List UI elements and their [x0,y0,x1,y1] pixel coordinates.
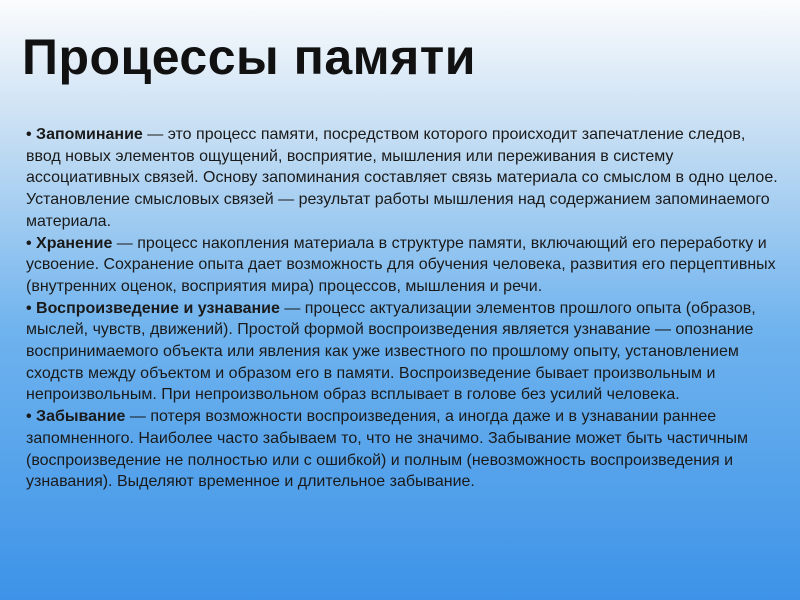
list-item-reproduction [26,298,778,407]
item-term: Запоминание [36,126,143,143]
list-item-memorizing [26,124,778,233]
item-term: Воспроизведение и узнавание [36,299,280,317]
bullet-icon: • [26,408,37,426]
item-term: Забывание [36,408,126,426]
item-text: — это процесс памяти, посредством которого происходит запечатление следов, ввод новых элементов ощущений, восприятие, мышления или переживания в систему ассоциативных связей. Основу запоминания составляет связь материала со смыслом в одно целое. Установление смысловых связей — результат работы мышления над содержанием запоминаемого материала. [26,126,778,230]
bullet-icon: • [26,234,37,252]
bullet-icon: • [26,299,37,317]
slide-content [26,124,778,493]
list-item-storage [26,233,778,298]
item-term: Хранение [36,234,113,252]
bullet-icon: • [26,126,37,143]
list-item-forgetting [26,406,778,493]
item-text: — процесс накопления материала в структуре памяти, включающий его переработку и усвоение. Сохранение опыта дает возможность для обучения человека, развития его перцептивных (внутренних оценок, восприятия мира) процессов, мышления и речи. [26,234,776,295]
slide-title: Процессы памяти [22,29,477,85]
item-text: — процесс актуализации элементов прошлого опыта (образов, мыслей, чувств, движений). Простой формой воспроизведения является узнавание — опознание воспринимаемого объекта или явления как уже известного по прошлому опыту, установлением сходств между объектом и образом его в памяти. Воспроизведение бывает произвольным и непроизвольным. При непроизвольном образ всплывает в голове без усилий человека. [26,299,756,404]
item-text: — потеря возможности воспроизведения, а иногда даже и в узнавании раннее запомненного. Наиболее часто забываем то, что не значимо. Забывание может быть частичным (воспроизведение не полностью или с ошибкой) и полным (невозможность воспроизведения и узнавания). Выделяют временное и длительное забывание. [26,408,749,491]
